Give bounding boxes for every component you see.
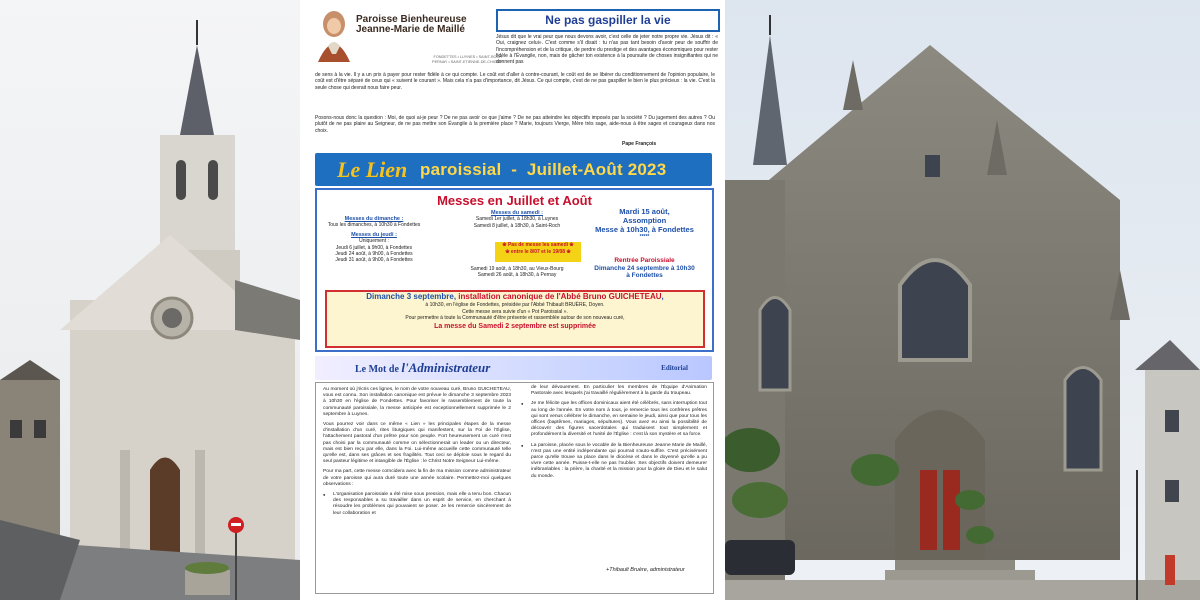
bulletin-banner xyxy=(315,153,712,186)
saturday-masses-august: Samedi 19 août, à 18h30, au Vieux-Bourg Samedi 26 août, à 18h30, à Pernay xyxy=(470,266,564,279)
cancelled-mass: La messe du Samedi 2 septembre est supprimée xyxy=(434,322,596,330)
parish-name: Paroisse Bienheureuse Jeanne-Marie de Maillé xyxy=(356,14,467,35)
editorial-bullet: ● Je me félicite que les offices dominicaux aient été célébrés, sans interruption tout au long de l'année. En votre nom à tous, je remercie tous les confrères prêtres qui sont venus célébrer le dimanche, en semaine le jeudi, ainsi que pour tous les offices (baptêmes, mariages, sépultures). Vous avez eu ainsi la possibilité de découvrir des figures sacerdotales qui traduisent tout simplement et profondément la diversité et l'unité de l'Église : c'est là son mystère et sa force. xyxy=(521,401,707,438)
saturday-masses: Messes du samedi : Samedi 1er juillet, à 18h30, à Luynes Samedi 8 juillet, à 18h30, à Saint-Roch xyxy=(473,210,561,229)
intro-paragraph-1a: Jésus dit que le vrai peur que nous devons avoir, c'est celle de jeter notre propre vie. Jésus dit : « Oui, craignez celui». C'est comme s'il disait : tu n'as pas tant besoin d'avoir peur de souffrir de l'incompréhension et de la critique, de perdre du prestige et des avantages économiques pour rester fidèle à l'Évangile, non, mais de gâcher ton existence à la poursuite de choses insignifiantes qui ne donnent pas xyxy=(496,34,718,66)
editorial-signature: +Thibault Bruère, administrateur xyxy=(606,567,685,573)
parish-towns: FONDETTES • LUYNES • SAINT-ROCH PERNAY • SAINT-ETIENNE-DE-CHIGNY xyxy=(432,55,502,64)
parish-logo xyxy=(310,6,502,66)
editorial-header xyxy=(315,356,712,380)
messes-box xyxy=(315,188,714,352)
intro-signature: Pape François xyxy=(622,141,657,147)
saint-portrait-icon xyxy=(314,6,354,62)
church-left-image xyxy=(0,0,300,600)
editorial-label: Editorial xyxy=(661,364,688,372)
intro-paragraph-1b: de sens à la vie. Il y a un prix à payer pour rester fidèle à ce qui compte. Le coût est d'aller à contre-courant, le coût est de se libérer du conditionnement de l'opinion populaire, le coût est d'être séparé de ceux qui « suivent le courant ». Mais cela n'a pas d'importance, dit Jésus. Ce qui compte, c'est de ne pas gaspiller le bien le plus précieux : la vie. C'est la seule chose qui devrait nous faire peur. xyxy=(315,72,715,91)
banner-lien: Le Lien xyxy=(337,157,408,182)
church-right-image xyxy=(725,0,1200,600)
editorial-title: Le Mot de l'Administrateur xyxy=(355,360,491,375)
editorial-bullet: ● La paroisse, placée sous le vocable de la Bienheureuse Jeanne Marie de Maillé, n'est pas une entité indépendante qui pourrait s'auto-suffire. C'est précisément parce qu'elle trouve sa place dans le diocèse et dans le doyenné qu'elle a pu vivre cette année. Puisse-t-elle ne pas l'oublier. Ses objectifs doivent demeurer inébranlables : la prière, la charité et la mission pour la gloire de Dieu et le salut du monde. xyxy=(521,443,707,480)
editorial-column-2: de leur dévouement. En particulier les membres de l'Équipe d'Animation Pastorale avec lesquels j'ai travaillé régulièrement à la garde du troupeau. ● Je me félicite que les offices dominicaux aient été célébrés, sans interruption tout au long de l'année. En votre nom à tous, je remercie tous les confrères prêtres qui sont venus célébrer le dimanche, en semaine le jeudi, ainsi que pour tous les offices (baptêmes, mariages, sépultures). Vous avez eu ainsi la possibilité de découvrir des figures sacerdotales qui traduisent tout simplement et profondément la diversité et l'unité de l'Église : c'est là son mystère et sa force. ● La paroisse, placée sous le vocable de la Bienheureuse Jeanne Marie de Maillé, n'est pas une entité indépendante qui pourrait s'auto-suffire. C'est précisément parce qu'elle trouve sa place dans le diocèse et dans le doyenné qu'elle a pu vivre cette année. Puisse-t-elle ne pas l'oublier. Ses objectifs doivent demeurer inébranlables : la prière, la charité et la mission pour la gloire de Dieu et le salut du monde. xyxy=(521,385,707,484)
editorial-bullet: ● L'organisation paroissiale a été mise sous pression, mais elle a tenu bon. Chacun des responsables a su travailler dans un esprit de service, en cherchant à résoudre les problèmes qui pouvaient se poser. Je les remercie sincèrement de leur collaboration et xyxy=(323,492,511,517)
parish-bulletin xyxy=(300,0,725,600)
left-church-photo xyxy=(0,0,300,600)
right-church-photo xyxy=(725,0,1200,600)
sunday-masses: Messes du dimanche : Tous les dimanches, à 10h30 à Fondettes Messes du jeudi : Uniquement : Jeudi 6 juillet, à 9h00, à Fondettes Jeudi 24 août, à 9h00, à Fondettes Jeudi 31 août, à 9h00, à Fondettes xyxy=(327,216,421,264)
intro-title: Ne pas gaspiller la vie xyxy=(496,9,720,32)
assumption-mass: Mardi 15 août, Assomption Messe à 10h30, à Fondettes ***** xyxy=(595,207,694,240)
intro-paragraph-2: Posons-nous donc la question : Moi, de quoi ai-je peur ? De ne pas avoir ce que j'aime ? De ne pas atteindre les objectifs imposés par la société ? Du jugement des autres ? Ou plutôt de ne pas plaire au Seigneur, de ne pas mettre son Évangile à la première place ? Marie, toujours Vierge, Mère très sage, aide-nous à être sages et courageux dans nos choix. xyxy=(315,115,715,134)
no-mass-notice: ❀ Pas de messe les samedi ❀ ❀ entre le 8/07 et le 19/08 ❀ xyxy=(495,242,581,262)
messes-title: Messes en Juillet et Août xyxy=(437,193,592,208)
installation-notice: Dimanche 3 septembre, installation canonique de l'Abbé Bruno GUICHETEAU, à 10h30, en l'église de Fondettes, présidée par l'Abbé Thibault BRUÈRE, Doyen. Cette messe sera suivie d'un « Pot Paroissial ». Pour permettre à toute la Communauté d'être présente et rassemblée autour de son nouveau curé, La messe du Samedi 2 septembre est supprimée xyxy=(325,290,705,348)
installation-title: Dimanche 3 septembre, installation canonique de l'Abbé Bruno GUICHETEAU, xyxy=(366,292,664,301)
editorial-box xyxy=(315,382,714,594)
parish-return: Rentrée Paroissiale Dimanche 24 septembre à 10h30 à Fondettes xyxy=(594,257,695,280)
editorial-column-1: Au moment où j'écris ces lignes, le nom de votre nouveau curé, Bruno GUICHETEAU, vous est connu. Son installation canonique est prévue le dimanche 3 septembre 2023 à 10h30 en l'église de Fondettes. Pour favoriser le rassemblement de toute la communauté paroissiale, la messe anticipée est exceptionnellement supprimée le 2 septembre à Luynes. Vous pourrez voir dans ce même « Lien » les principales étapes de la messe d'installation d'un curé, rites liturgiques qui manifestent, sur la Foi de l'Église, l'attachement pastoral d'un prêtre pour son peuple. Fort heureusement un curé n'est pas choisi par la communauté comme on sélectionnerait un leader ou un directeur, mais est bien reçu par elle, dans la Foi. Lui-même accueille cette communauté telle qu'elle est, dans ses grâces et ses fragilités. Tout ceci se déploie sous le regard du seul pasteur légitime et intangible de l'Église : le Christ Notre Seigneur Lui-même. Pour ma part, cette messe coïncidera avec la fin de ma mission comme administrateur de votre paroisse qui aura duré toute une année scolaire. Permettez-moi quelques observations : ● L'organisation paroissiale a été mise sous pression, mais elle a tenu bon. Chacun des responsables a su travailler dans un esprit de service, en cherchant à résoudre les problèmes qui pouvaient se poser. Je les remercie sincèrement de leur collaboration et xyxy=(323,387,511,521)
banner-subtitle: paroissial - Juillet-Août 2023 xyxy=(420,160,667,179)
